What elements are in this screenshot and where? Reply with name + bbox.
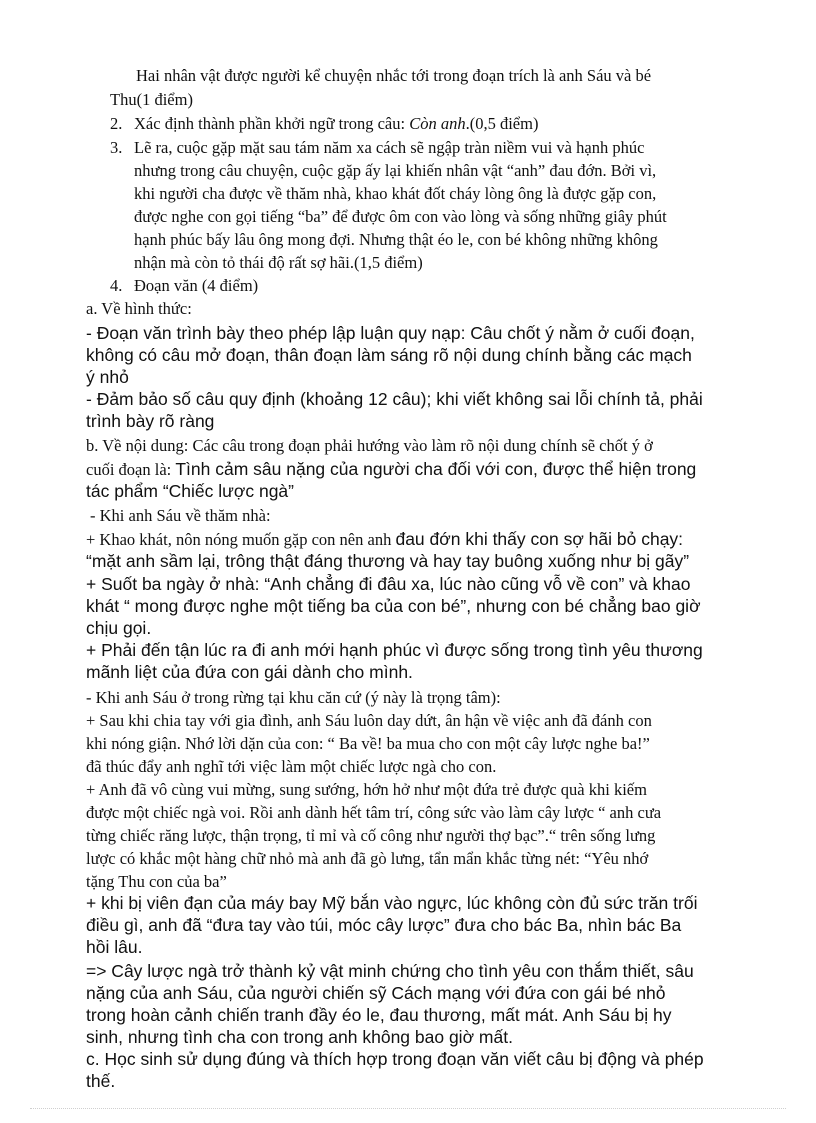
conclusion-line: nặng của anh Sáu, của người chiến sỹ Cách mạng với đứa con gái bé nhỏ (86, 983, 666, 1003)
content-line: + khi bị viên đạn của máy bay Mỹ bắn vào ngực, lúc không còn đủ sức trăn trối (86, 893, 698, 913)
content-line: lược có khắc một hàng chữ nhỏ mà anh đã gò lưng, tẩn mẩn khắc từng nét: “Yêu nhớ (86, 849, 649, 868)
content-line: được một chiếc ngà voi. Rồi anh dành hết tâm trí, công sức vào làm cây lược “ anh cưa (86, 803, 662, 822)
conclusion-line: c. Học sinh sử dụng đúng và thích hợp trong đoạn văn viết câu bị động và phép (86, 1049, 704, 1069)
list-number: 2. (110, 114, 123, 133)
form-line: ý nhỏ (86, 367, 129, 387)
content-line: khát “ mong được nghe một tiếng ba của con bé”, nhưng con bé chẳng bao giờ (86, 596, 701, 616)
subsection-heading: - Khi anh Sáu về thăm nhà: (90, 506, 271, 525)
content-line: + Suốt ba ngày ở nhà: “Anh chẳng đi đâu xa, lúc nào cũng vỗ về con” và khao (86, 574, 691, 594)
main-idea: Tình cảm sâu nặng của người cha đối với con, được thể hiện trong (175, 459, 697, 479)
content-line: điều gì, anh đã “đưa tay vào túi, móc cây lược” đưa cho bác Ba, nhìn bác Ba (86, 915, 682, 935)
italic-phrase: Còn anh (409, 114, 466, 133)
list-item-line: được nghe con gọi tiếng “ba” để được ôm con vào lòng và sống những giây phút (134, 207, 667, 226)
content-line: + Phải đến tận lúc ra đi anh mới hạnh phúc vì được sống trong tình yêu thương (86, 640, 703, 660)
list-item-text: .(0,5 điểm) (465, 114, 539, 133)
content-line: tặng Thu con của ba” (86, 872, 227, 891)
content-line: mãnh liệt của đứa con gái dành cho mình. (86, 662, 413, 682)
conclusion-line: => Cây lược ngà trở thành kỷ vật minh chứng cho tình yêu con thắm thiết, sâu (86, 961, 694, 981)
page-bottom-rule (30, 1108, 786, 1109)
content-line: + Anh đã vô cùng vui mừng, sung sướng, hớn hở như một đứa trẻ được quà khi kiếm (86, 780, 647, 799)
list-item-2 (134, 114, 538, 134)
list-item-line: hạnh phúc bấy lâu ông mong đợi. Nhưng thật éo le, con bé không những không (134, 230, 658, 249)
content-line (86, 459, 696, 480)
content-line: + Sau khi chia tay với gia đình, anh Sáu luôn day dứt, ân hận về việc anh đã đánh con (86, 711, 652, 730)
intro-line: Hai nhân vật được người kể chuyện nhắc tới trong đoạn trích là anh Sáu và bé (136, 66, 652, 85)
content-line: từng chiếc răng lược, thận trọng, tỉ mỉ và cố công như người thợ bạc”.“ trên sống lưng (86, 826, 656, 845)
list-item-line: nhưng trong câu chuyện, cuộc gặp ấy lại khiến nhân vật “anh” đau đớn. Bởi vì, (134, 161, 657, 180)
content-line: hồi lâu. (86, 937, 143, 957)
list-item-text: Xác định thành phần khởi ngữ trong câu: (134, 114, 410, 133)
content-line: tác phẩm “Chiếc lược ngà” (86, 481, 294, 501)
list-item-line: nhận mà còn tỏ thái độ rất sợ hãi.(1,5 điểm) (134, 253, 423, 272)
form-line: - Đảm bảo số câu quy định (khoảng 12 câu); khi viết không sai lỗi chính tả, phải (86, 389, 703, 409)
form-line: không có câu mở đoạn, thân đoạn làm sáng rõ nội dung chính bằng các mạch (86, 345, 692, 365)
conclusion-line: trong hoàn cảnh chiến tranh đầy éo le, đau thương, mất mát. Anh Sáu bị hy (86, 1005, 672, 1025)
form-line: trình bày rõ ràng (86, 411, 215, 431)
content-line: khi nóng giận. Nhớ lời dặn của con: “ Ba về! ba mua cho con một cây lược nghe ba!” (86, 734, 650, 753)
list-item-line: Lẽ ra, cuộc gặp mặt sau tám năm xa cách sẽ ngập tràn niềm vui và hạnh phúc (134, 138, 645, 157)
list-item-text: Đoạn văn (4 điểm) (134, 276, 259, 295)
list-number: 4. (110, 276, 123, 295)
content-line: chịu gọi. (86, 618, 152, 638)
conclusion-line: sinh, nhưng tình cha con trong anh không bao giờ mất. (86, 1027, 513, 1047)
form-line: - Đoạn văn trình bày theo phép lập luận quy nạp: Câu chốt ý nằm ở cuối đoạn, (86, 323, 695, 343)
list-item-line: khi người cha được về thăm nhà, khao khát đốt cháy lòng ông là được gặp con, (134, 184, 657, 203)
content-line (86, 529, 683, 550)
list-number: 3. (110, 138, 123, 157)
content-text: cuối đoạn là: (86, 460, 176, 479)
subsection-heading: - Khi anh Sáu ở trong rừng tại khu căn cứ (ý này là trọng tâm): (86, 688, 501, 707)
intro-line: Thu(1 điểm) (110, 90, 193, 109)
section-heading: a. Về hình thức: (86, 299, 192, 318)
section-heading: b. Về nội dung: Các câu trong đoạn phải hướng vào làm rõ nội dung chính sẽ chốt ý ở (86, 436, 653, 455)
content-line: “mặt anh sầm lại, trông thật đáng thương và hay tay buông xuống như bị gãy” (86, 551, 690, 571)
conclusion-line: thế. (86, 1071, 116, 1091)
content-text: + Khao khát, nôn nóng muốn gặp con nên anh (86, 530, 396, 549)
content-text: đau đớn khi thấy con sợ hãi bỏ chạy: (395, 529, 684, 549)
content-line: đã thúc đẩy anh nghĩ tới việc làm một chiếc lược ngà cho con. (86, 757, 497, 776)
